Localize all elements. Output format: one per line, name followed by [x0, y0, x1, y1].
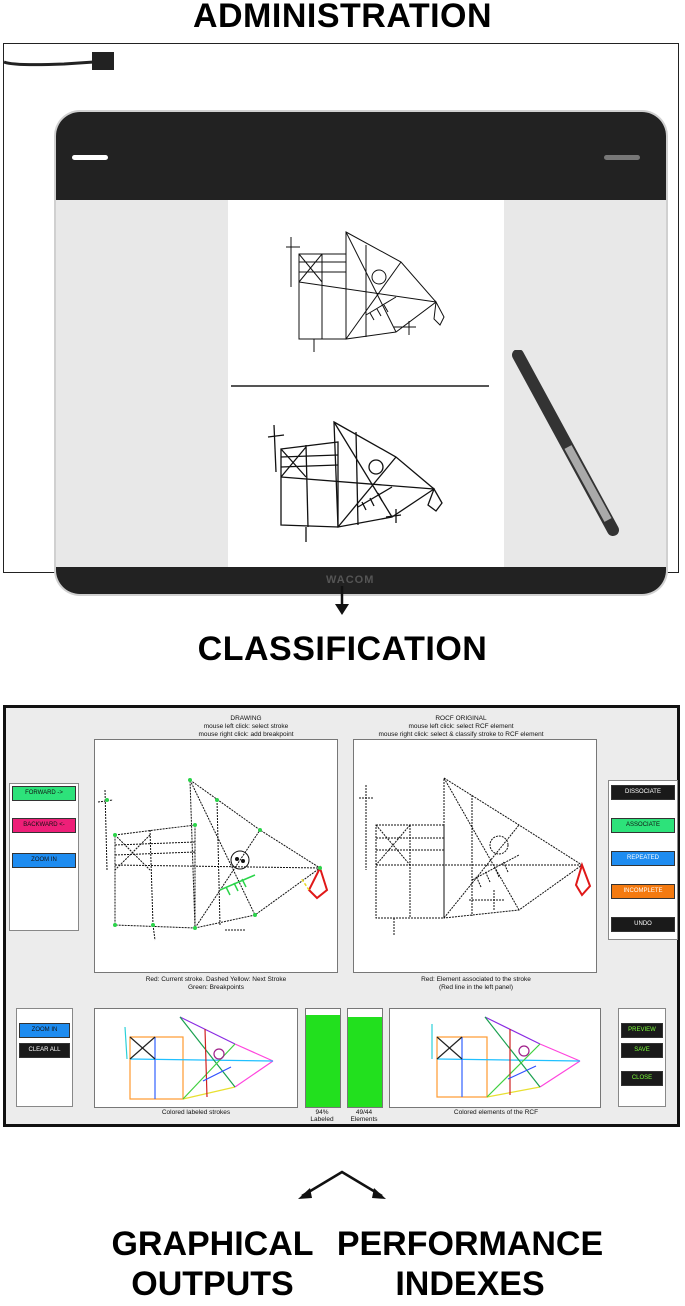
clear-all-button[interactable]: CLEAR ALL — [19, 1043, 70, 1058]
rcf-panel-hint-2: mouse right click: select & classify stroke to RCF element — [378, 731, 544, 738]
tablet-photo — [3, 43, 679, 586]
elements-progress-bar — [347, 1008, 383, 1108]
drawing-strokes — [95, 740, 337, 972]
drawing-panel-title: DRAWING — [230, 715, 262, 722]
elements-progress-label: Elements — [350, 1116, 378, 1123]
bottom-left-button-panel — [16, 1008, 73, 1107]
colored-strokes-caption: Colored labeled strokes — [161, 1109, 231, 1116]
classification-button-panel — [608, 780, 678, 940]
navigation-button-panel — [9, 783, 79, 931]
bottom-right-button-panel — [618, 1008, 666, 1107]
labeled-progress-fill — [306, 1015, 340, 1107]
tablet-brand: WACOM — [326, 574, 375, 586]
rcf-caption-1: Red: Element associated to the stroke — [421, 976, 531, 983]
zoom-in-button[interactable]: ZOOM IN — [12, 853, 76, 868]
usb-cable — [4, 44, 124, 84]
bottom-zoom-in-button[interactable]: ZOOM IN — [19, 1023, 70, 1038]
preview-button[interactable]: PREVIEW — [621, 1023, 663, 1038]
colored-elements-figure — [390, 1009, 600, 1107]
tablet-left-slot — [72, 155, 108, 160]
classification-heading: CLASSIFICATION — [197, 630, 488, 668]
rcf-original-figure — [354, 740, 596, 972]
drawing-plot[interactable] — [94, 739, 338, 973]
classification-app-window — [3, 705, 680, 1127]
stylus-pen-icon — [508, 350, 628, 540]
administration-heading: ADMINISTRATION — [192, 0, 493, 35]
forward-button[interactable]: FORWARD -> — [12, 786, 76, 801]
close-button[interactable]: CLOSE — [621, 1071, 663, 1086]
drawing-panel-hint-1: mouse left click: select stroke — [203, 723, 289, 730]
dissociate-button[interactable]: DISSOCIATE — [611, 785, 675, 800]
rcf-panel-title: ROCF ORIGINAL — [435, 715, 487, 722]
rcf-panel-hint-1: mouse left click: select RCF element — [408, 723, 514, 730]
copied-figure-drawing — [266, 417, 466, 547]
tablet-right-slot — [604, 155, 640, 160]
drawing-tablet — [56, 112, 666, 594]
tablet-bottom-bar — [56, 567, 666, 594]
drawing-panel-hint-2: mouse right click: add breakpoint — [198, 731, 294, 738]
elements-progress-fill — [348, 1017, 382, 1107]
incomplete-button[interactable]: INCOMPLETE — [611, 884, 675, 899]
branching-arrows-icon — [296, 1166, 388, 1202]
performance-indexes-line2: INDEXES — [395, 1265, 545, 1303]
repeated-button[interactable]: REPEATED — [611, 851, 675, 866]
graphical-outputs-line2: OUTPUTS — [131, 1265, 294, 1303]
drawing-caption-1: Red: Current stroke. Dashed Yellow: Next Stroke — [145, 976, 287, 983]
backward-button[interactable]: BACKWARD <- — [12, 818, 76, 833]
undo-button[interactable]: UNDO — [611, 917, 675, 932]
labeled-progress-label: Labeled — [310, 1116, 334, 1123]
labeled-progress-value: 94% — [315, 1109, 329, 1116]
rcf-caption-2: (Red line in the left panel) — [438, 984, 514, 991]
graphical-outputs-heading — [100, 1224, 325, 1304]
performance-indexes-heading — [330, 1224, 610, 1304]
save-button[interactable]: SAVE — [621, 1043, 663, 1058]
tablet-top-bar — [56, 112, 666, 200]
drawing-caption-2: Green: Breakpoints — [187, 984, 244, 991]
rcf-original-plot[interactable] — [353, 739, 597, 973]
performance-indexes-line1: PERFORMANCE — [336, 1225, 604, 1263]
colored-elements-caption: Colored elements of the RCF — [453, 1109, 539, 1116]
graphical-outputs-line1: GRAPHICAL — [111, 1225, 314, 1263]
paper-separator — [231, 385, 489, 387]
elements-progress-value: 49/44 — [355, 1109, 373, 1116]
down-arrow-icon — [330, 584, 354, 616]
colored-elements-plot — [389, 1008, 601, 1108]
colored-strokes-figure — [95, 1009, 297, 1107]
associate-button[interactable]: ASSOCIATE — [611, 818, 675, 833]
original-figure-drawing — [284, 227, 464, 352]
colored-strokes-plot — [94, 1008, 298, 1108]
labeled-progress-bar — [305, 1008, 341, 1108]
